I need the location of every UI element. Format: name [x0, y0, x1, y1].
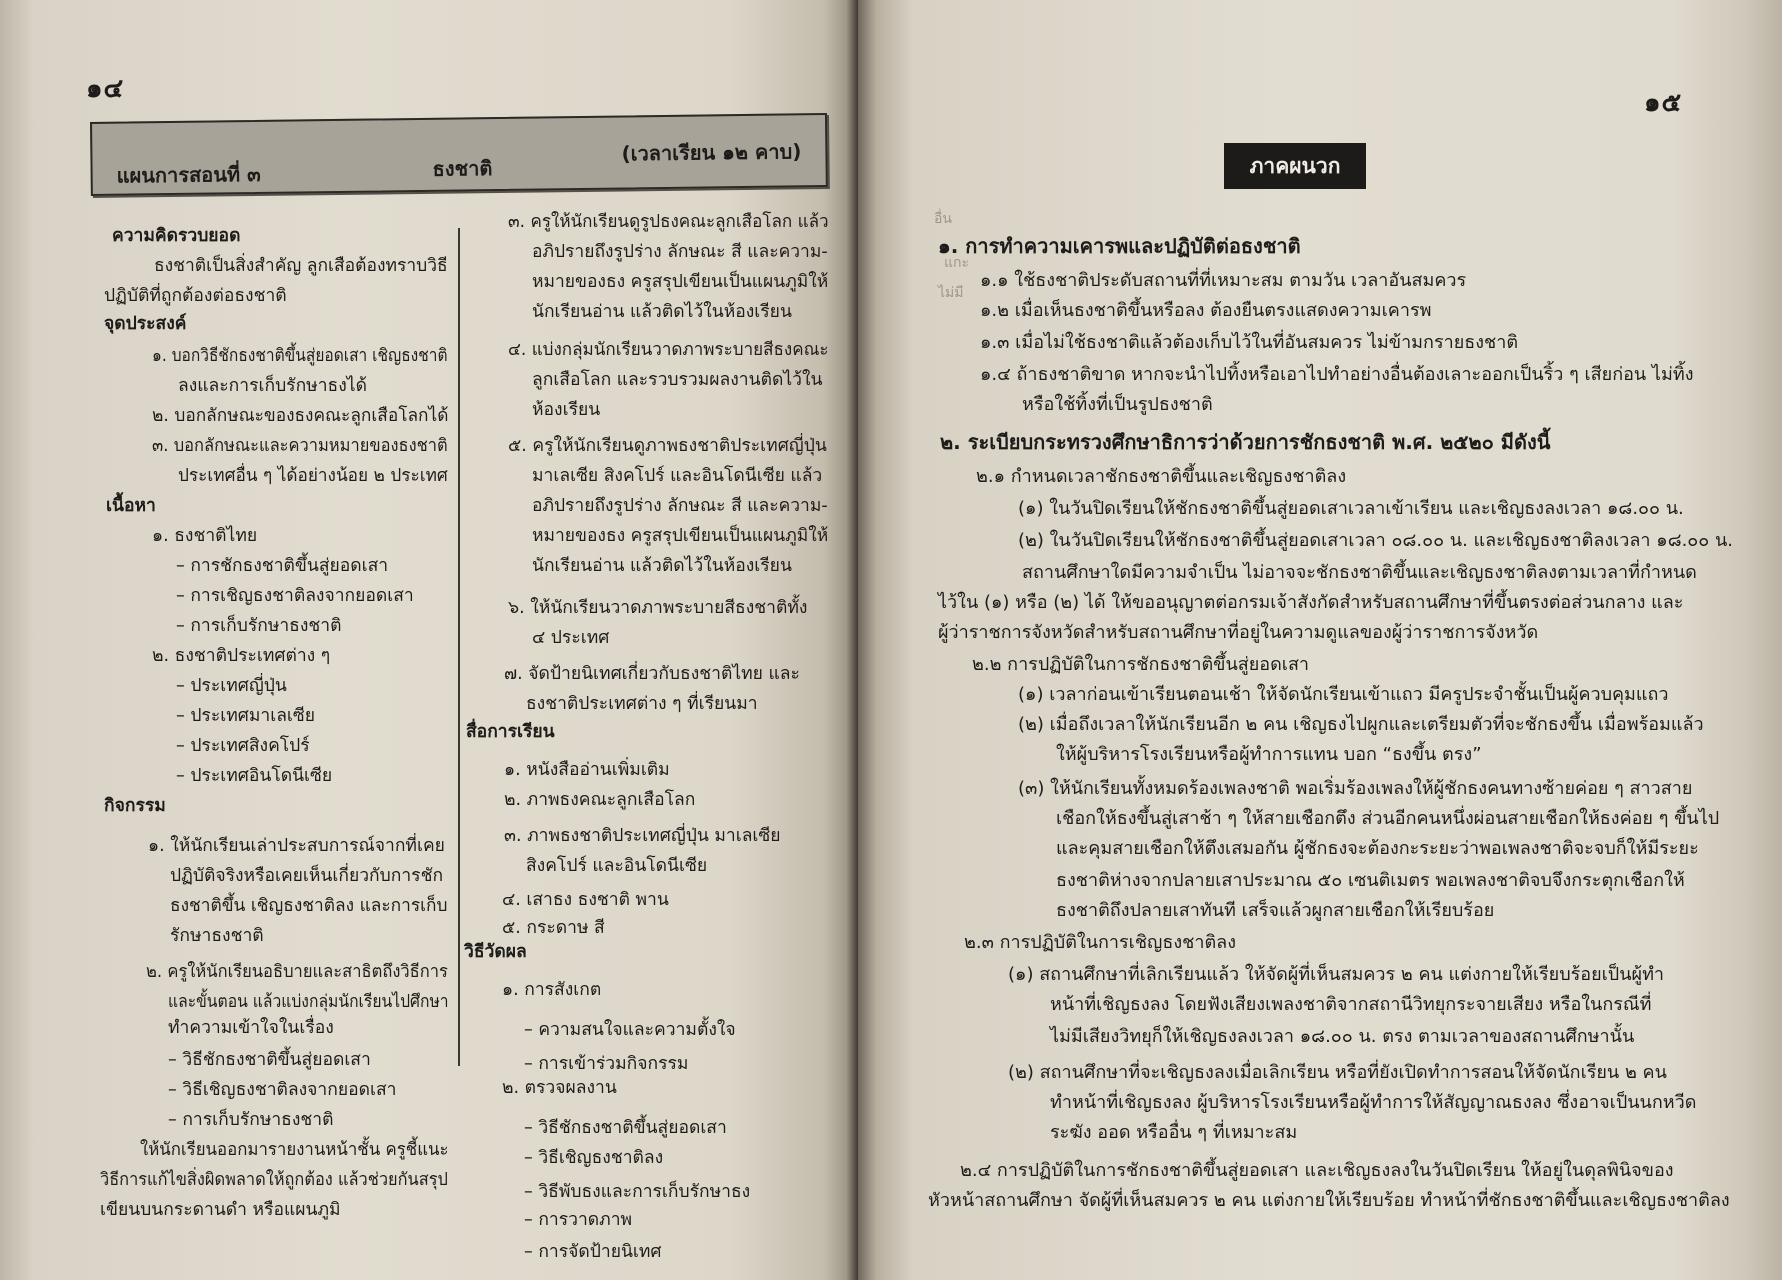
text-line: หมายของธง ครูสรุปเขียนเป็นแผนภูมิให้: [532, 526, 829, 546]
right-page: [858, 0, 1782, 1280]
text-line: – วิธีพับธงและการเก็บรักษาธง: [524, 1182, 751, 1202]
text-line: ๑. หนังสืออ่านเพิ่มเติม: [504, 760, 670, 780]
heading-activities: กิจกรรม: [104, 796, 166, 816]
heading-concept: ความคิดรวบยอด: [112, 226, 241, 246]
text-line: เขียนบนกระดานดำ หรือแผนภูมิ: [100, 1200, 341, 1220]
heading-evaluation: วิธีวัดผล: [464, 942, 527, 962]
text-line: ๒. ธงชาติประเทศต่าง ๆ: [152, 646, 331, 666]
text-line: (๑) ในวันปิดเรียนให้ชักธงชาติขึ้นสู่ยอดเสาเวลาเข้าเรียน และเชิญธงลงเวลา ๑๘.๐๐ น.: [1018, 498, 1684, 519]
text-line: ธงชาติเป็นสิ่งสำคัญ ลูกเสือต้องทราบวิธี: [154, 256, 448, 276]
text-line: – วิธีเชิญธงชาติลง: [524, 1148, 664, 1168]
text-line: (๒) สถานศึกษาที่จะเชิญธงลงเมื่อเลิกเรียน หรือที่ยังเปิดทำการสอนให้จัดนักเรียน ๒ คน: [1008, 1062, 1667, 1083]
lesson-subject: ธงชาติ: [432, 156, 493, 181]
text-line: ระฆัง ออด หรืออื่น ๆ ที่เหมาะสม: [1050, 1122, 1298, 1143]
text-line: – ประเทศอินโดนีเซีย: [176, 766, 333, 786]
text-line: ๒.๑ กำหนดเวลาชักธงชาติขึ้นและเชิญธงชาติลง: [976, 466, 1347, 487]
text-line: ปฏิบัติจริงหรือเคยเห็นเกี่ยวกับการชัก: [170, 866, 444, 886]
text-line: ๒. บอกลักษณะของธงคณะลูกเสือโลกได้: [152, 406, 449, 426]
text-line: ไว้ใน (๑) หรือ (๒) ได้ ให้ขออนุญาตต่อกรมเจ้าสังกัดสำหรับสถานศึกษาที่ขึ้นตรงต่อส่วนกลาง และ: [938, 592, 1684, 613]
left-page: [0, 0, 858, 1280]
heading-materials: สื่อการเรียน: [466, 722, 555, 742]
text-line: ธงชาติขึ้น เชิญธงชาติลง และการเก็บ: [170, 896, 448, 916]
page-number-right: ๑๕: [1644, 88, 1683, 118]
text-line: – การเชิญธงชาติลงจากยอดเสา: [176, 586, 414, 606]
text-line: ๓. ครูให้นักเรียนดูรูปธงคณะลูกเสือโลก แล้ว: [508, 212, 829, 232]
text-line: หัวหน้าสถานศึกษา จัดผู้ที่เห็นสมควร ๒ คน แต่งกายให้เรียบร้อย ทำหน้าที่ชักธงชาติขึ้นและเชิญธงชาติลง: [928, 1190, 1730, 1211]
text-line: ทำหน้าที่เชิญธงลง ผู้บริหารโรงเรียนหรือผู้ทำการให้สัญญาณธงลง ซึ่งอาจเป็นนกหวีด: [1050, 1092, 1697, 1113]
text-line: ไม่มีเสียงวิทยุก็ให้เชิญธงลงเวลา ๑๘.๐๐ น. ตรง ตามเวลาของสถานศึกษานั้น: [1050, 1026, 1635, 1047]
text-line: ๑. บอกวิธีชักธงชาติขึ้นสู่ยอดเสา เชิญธงชาติ: [152, 346, 448, 366]
text-line: ๑. ให้นักเรียนเล่าประสบการณ์จากที่เคย: [148, 836, 445, 856]
text-line: – การวาดภาพ: [524, 1210, 633, 1230]
text-line: – ประเทศญี่ปุ่น: [176, 676, 287, 696]
text-line: ๑.๔ ถ้าธงชาติขาด หากจะนำไปทิ้งหรือเอาไปทำอย่างอื่นต้องเลาะออกเป็นริ้ว ๆ เสียก่อน ไม่ทิ้ง: [980, 364, 1694, 385]
text-line: และคุมสายเชือกให้ตึงเสมอกัน ผู้ชักธงจะต้องกะระยะว่าพอเพลงชาติจะจบก็ให้มีระยะ: [1056, 838, 1699, 859]
text-line: ๑.๑ ใช้ธงชาติประดับสถานที่ที่เหมาะสม ตามวัน เวลาอันสมควร: [980, 270, 1467, 291]
text-line: ๒.๒ การปฏิบัติในการชักธงชาติขึ้นสู่ยอดเสา: [972, 654, 1310, 675]
text-line: – ประเทศสิงคโปร์: [176, 736, 310, 756]
text-line: ห้องเรียน: [532, 400, 601, 420]
column-divider: [458, 228, 460, 1066]
text-line: สิงคโปร์ และอินโดนีเซีย: [526, 856, 708, 876]
text-line: หมายของธง ครูสรุปเขียนเป็นแผนภูมิให้: [532, 272, 829, 292]
text-line: ๑. ธงชาติไทย: [152, 526, 258, 546]
lesson-duration: (เวลาเรียน ๑๒ คาบ): [621, 139, 802, 166]
text-line: ๖. ให้นักเรียนวาดภาพระบายสีธงชาติทั้ง: [508, 598, 808, 618]
text-line: นักเรียนอ่าน แล้วติดไว้ในห้องเรียน: [532, 302, 792, 322]
appendix-title: ภาคผนวก: [1224, 143, 1366, 189]
text-line: – ความสนใจและความตั้งใจ: [524, 1020, 736, 1040]
section-1-heading: ๑. การทำความเคารพและปฏิบัติต่อธงชาติ: [938, 234, 1301, 258]
heading-content: เนื้อหา: [106, 496, 156, 516]
text-line: ๕. ครูให้นักเรียนดูภาพธงชาติประเทศญี่ปุ่น: [508, 436, 827, 456]
text-line: อภิปรายถึงรูปร่าง ลักษณะ สี และความ-: [532, 242, 828, 262]
text-line: ๒.๔ การปฏิบัติในการชักธงชาติขึ้นสู่ยอดเสา และเชิญธงลงในวันปิดเรียน ให้อยู่ในดุลพินิจของ: [960, 1160, 1674, 1181]
text-line: – การชักธงชาติขึ้นสู่ยอดเสา: [176, 556, 389, 576]
text-line: ๓. ภาพธงชาติประเทศญี่ปุ่น มาเลเซีย: [504, 826, 781, 846]
text-line: เชือกให้ธงขึ้นสู่เสาช้า ๆ ให้สายเชือกตึง ส่วนอีกคนหนึ่งผ่อนสายเชือกให้ธงค่อย ๆ ขึ้นไป: [1056, 808, 1720, 829]
text-line: รักษาธงชาติ: [170, 926, 264, 946]
margin-note: ไม่มี: [938, 285, 964, 301]
text-line: – การเก็บรักษาธงชาติ: [168, 1110, 334, 1130]
text-line: (๑) เวลาก่อนเข้าเรียนตอนเช้า ให้จัดนักเรียนเข้าแถว มีครูประจำชั้นเป็นผู้ควบคุมแถว: [1018, 684, 1669, 705]
text-line: ให้นักเรียนออกมารายงานหน้าชั้น ครูชี้แนะ: [140, 1140, 449, 1160]
text-line: – การจัดป้ายนิเทศ: [524, 1242, 662, 1262]
text-line: อภิปรายถึงรูปร่าง ลักษณะ สี และความ-: [532, 496, 828, 516]
text-line: ๓. บอกลักษณะและความหมายของธงชาติ: [152, 436, 448, 456]
text-line: ธงชาติประเทศต่าง ๆ ที่เรียนมา: [526, 694, 758, 714]
heading-objectives: จุดประสงค์: [104, 314, 187, 334]
text-line: ๔. เสาธง ธงชาติ พาน: [502, 890, 669, 910]
text-line: ธงชาติถึงปลายเสาทันที เสร็จแล้วผูกสายเชือกให้เรียบร้อย: [1056, 900, 1495, 921]
section-2-heading: ๒. ระเบียบกระทรวงศึกษาธิการว่าด้วยการชักธงชาติ พ.ศ. ๒๕๒๐ มีดังนี้: [940, 430, 1551, 454]
text-line: ๑. การสังเกต: [502, 980, 602, 1000]
text-line: (๑) สถานศึกษาที่เลิกเรียนแล้ว ให้จัดผู้ที่เห็นสมควร ๒ คน แต่งกายให้เรียบร้อยเป็นผู้ทำ: [1008, 964, 1665, 985]
margin-note: แกะ: [944, 255, 970, 271]
text-line: (๒) ในวันปิดเรียนให้ชักธงชาติขึ้นสู่ยอดเสาเวลา ๐๘.๐๐ น. และเชิญธงชาติลงเวลา ๑๘.๐๐ น.: [1018, 530, 1734, 551]
text-line: ๒. ครูให้นักเรียนอธิบายและสาธิตถึงวิธีการ: [146, 962, 448, 982]
text-line: ผู้ว่าราชการจังหวัดสำหรับสถานศึกษาที่อยู่ในความดูแลของผู้ว่าราชการจังหวัด: [938, 622, 1539, 643]
lesson-plan-banner: [90, 113, 828, 196]
text-line: ๑.๓ เมื่อไม่ใช้ธงชาติแล้วต้องเก็บไว้ในที่อันสมควร ไม่ข้ามกรายธงชาติ: [980, 332, 1519, 353]
text-line: หน้าที่เชิญธงลง โดยฟังเสียงเพลงชาติจากสถานีวิทยุกระจายเสียง หรือในกรณีที่: [1050, 994, 1652, 1015]
lesson-plan-number: แผนการสอนที่ ๓: [116, 161, 261, 188]
text-line: หรือใช้ทิ้งที่เป็นรูปธงชาติ: [1022, 394, 1213, 415]
text-line: – วิธีเชิญธงชาติลงจากยอดเสา: [168, 1080, 397, 1100]
text-line: ประเทศอื่น ๆ ได้อย่างน้อย ๒ ประเทศ: [178, 466, 448, 486]
text-line: ทำความเข้าใจในเรื่อง: [168, 1018, 334, 1038]
text-line: – วิธีชักธงชาติขึ้นสู่ยอดเสา: [168, 1050, 371, 1070]
text-line: ลงและการเก็บรักษาธงได้: [178, 376, 367, 396]
text-line: นักเรียนอ่าน แล้วติดไว้ในห้องเรียน: [532, 556, 792, 576]
text-line: สถานศึกษาใดมีความจำเป็น ไม่อาจจะชักธงชาติขึ้นและเชิญธงชาติลงตามเวลาที่กำหนด: [1022, 562, 1697, 583]
text-line: มาเลเซีย สิงคโปร์ และอินโดนีเซีย แล้ว: [532, 466, 823, 486]
text-line: ๔. แบ่งกลุ่มนักเรียนวาดภาพระบายสีธงคณะ: [508, 340, 829, 360]
text-line: – ประเทศมาเลเซีย: [176, 706, 316, 726]
text-line: วิธีการแก้ไขสิ่งผิดพลาดให้ถูกต้อง แล้วช่วยกันสรุป: [100, 1170, 448, 1190]
text-line: ปฏิบัติที่ถูกต้องต่อธงชาติ: [104, 286, 287, 306]
text-line: ๒. ตรวจผลงาน: [502, 1078, 617, 1098]
text-line: ๒.๓ การปฏิบัติในการเชิญธงชาติลง: [964, 932, 1236, 953]
margin-note: อื่น: [934, 211, 952, 227]
text-line: – การเก็บรักษาธงชาติ: [176, 616, 342, 636]
text-line: ให้ผู้บริหารโรงเรียนหรือผู้ทำการแทน บอก “ธงขึ้น ตรง”: [1056, 744, 1482, 765]
text-line: ธงชาติห่างจากปลายเสาประมาณ ๕๐ เซนติเมตร พอเพลงชาติจบจึงกระตุกเชือกให้: [1056, 870, 1685, 891]
page-number-left: ๑๔: [86, 74, 125, 104]
text-line: ๑.๒ เมื่อเห็นธงชาติขึ้นหรือลง ต้องยืนตรงแสดงความเคารพ: [980, 300, 1432, 321]
text-line: – วิธีชักธงชาติขึ้นสู่ยอดเสา: [524, 1118, 727, 1138]
text-line: ๕. กระดาษ สี: [502, 918, 605, 938]
text-line: (๓) ให้นักเรียนทั้งหมดร้องเพลงชาติ พอเริ่มร้องเพลงให้ผู้ชักธงคนทางซ้ายค่อย ๆ สาวสาย: [1018, 778, 1693, 799]
text-line: (๒) เมื่อถึงเวลาให้นักเรียนอีก ๒ คน เชิญธงไปผูกและเตรียมตัวที่จะชักธงขึ้น เมื่อพร้อมแล้ว: [1018, 714, 1704, 735]
text-line: ลูกเสือโลก และรวบรวมผลงานติดไว้ใน: [532, 370, 823, 390]
text-line: ๒. ภาพธงคณะลูกเสือโลก: [504, 790, 696, 810]
text-line: ๗. จัดป้ายนิเทศเกี่ยวกับธงชาติไทย และ: [504, 664, 800, 684]
text-line: และขั้นตอน แล้วแบ่งกลุ่มนักเรียนไปศึกษา: [168, 992, 449, 1012]
text-line: – การเข้าร่วมกิจกรรม: [524, 1054, 689, 1074]
text-line: ๔ ประเทศ: [532, 628, 610, 648]
